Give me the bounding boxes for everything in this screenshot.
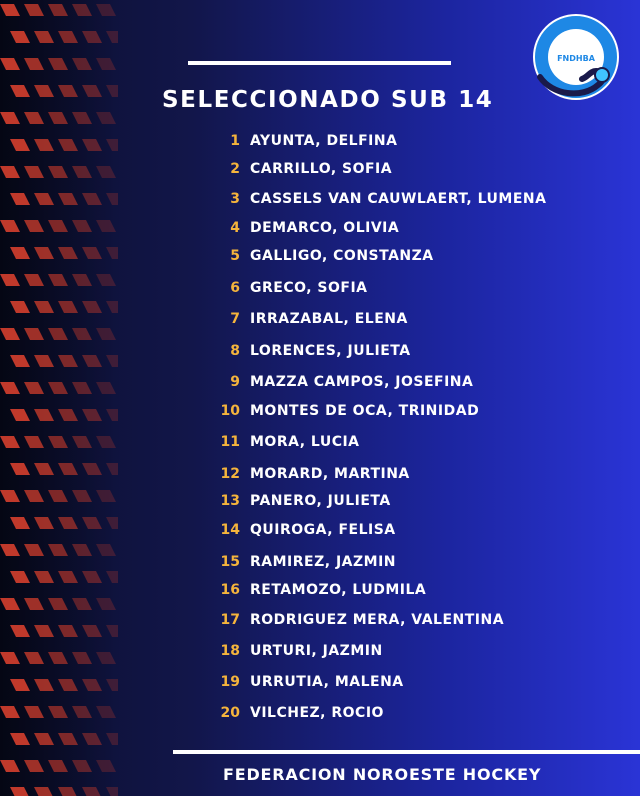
player-name: CASSELS VAN CAUWLAERT, LUMENA	[250, 191, 547, 207]
list-item	[205, 552, 635, 572]
player-number: 7	[230, 311, 240, 327]
list-item	[205, 641, 635, 661]
list-item	[205, 580, 635, 600]
list-item	[205, 610, 635, 630]
player-name: LORENCES, JULIETA	[250, 343, 411, 359]
player-number: 4	[230, 220, 240, 236]
player-name: MAZZA CAMPOS, JOSEFINA	[250, 374, 474, 390]
player-name: GALLIGO, CONSTANZA	[250, 248, 434, 264]
player-number: 3	[230, 191, 240, 207]
page-title: SELECCIONADO SUB 14	[162, 87, 494, 113]
player-name: MORARD, MARTINA	[250, 466, 410, 482]
player-name: GRECO, SOFIA	[250, 280, 368, 296]
list-item	[205, 278, 635, 298]
player-name: CARRILLO, SOFIA	[250, 161, 393, 177]
list-item	[205, 341, 635, 361]
list-item	[205, 432, 635, 452]
player-number: 20	[220, 705, 240, 721]
list-item	[205, 703, 635, 723]
bottom-divider	[173, 750, 640, 754]
player-number: 9	[230, 374, 240, 390]
player-name: MONTES DE OCA, TRINIDAD	[250, 403, 480, 419]
player-number: 17	[220, 612, 240, 628]
player-number: 11	[220, 434, 240, 450]
federation-logo	[532, 13, 620, 101]
player-name: URTURI, JAZMIN	[250, 643, 383, 659]
player-name: PANERO, JULIETA	[250, 493, 391, 509]
logo-inner-text: FNDHBA	[557, 54, 595, 63]
list-item	[205, 246, 635, 266]
list-item	[205, 401, 635, 421]
player-number: 14	[220, 522, 240, 538]
player-number: 19	[220, 674, 240, 690]
list-item	[205, 159, 635, 179]
player-name: URRUTIA, MALENA	[250, 674, 404, 690]
player-name: VILCHEZ, ROCIO	[250, 705, 384, 721]
player-name: IRRAZABAL, ELENA	[250, 311, 408, 327]
player-number: 8	[230, 343, 240, 359]
top-divider	[188, 61, 451, 65]
player-name: QUIROGA, FELISA	[250, 522, 396, 538]
list-item	[205, 309, 635, 329]
list-item	[205, 218, 635, 238]
list-item	[205, 491, 635, 511]
list-item	[205, 520, 635, 540]
list-item	[205, 464, 635, 484]
player-number: 2	[230, 161, 240, 177]
player-number: 18	[220, 643, 240, 659]
player-name: RETAMOZO, LUDMILA	[250, 582, 427, 598]
player-number: 13	[220, 493, 240, 509]
player-number: 10	[220, 403, 240, 419]
decorative-tile-pattern	[0, 0, 118, 796]
player-number: 6	[230, 280, 240, 296]
player-number: 12	[220, 466, 240, 482]
player-number: 16	[220, 582, 240, 598]
player-name: RODRIGUEZ MERA, VALENTINA	[250, 612, 505, 628]
player-name: RAMIREZ, JAZMIN	[250, 554, 396, 570]
list-item	[205, 189, 635, 209]
list-item	[205, 672, 635, 692]
player-number: 15	[220, 554, 240, 570]
list-item	[205, 131, 635, 151]
player-name: MORA, LUCIA	[250, 434, 360, 450]
player-number: 5	[230, 248, 240, 264]
list-item	[205, 372, 635, 392]
player-number: 1	[230, 133, 240, 149]
player-name: AYUNTA, DELFINA	[250, 133, 398, 149]
footer-text: FEDERACION NOROESTE HOCKEY	[223, 765, 542, 784]
player-name: DEMARCO, OLIVIA	[250, 220, 400, 236]
